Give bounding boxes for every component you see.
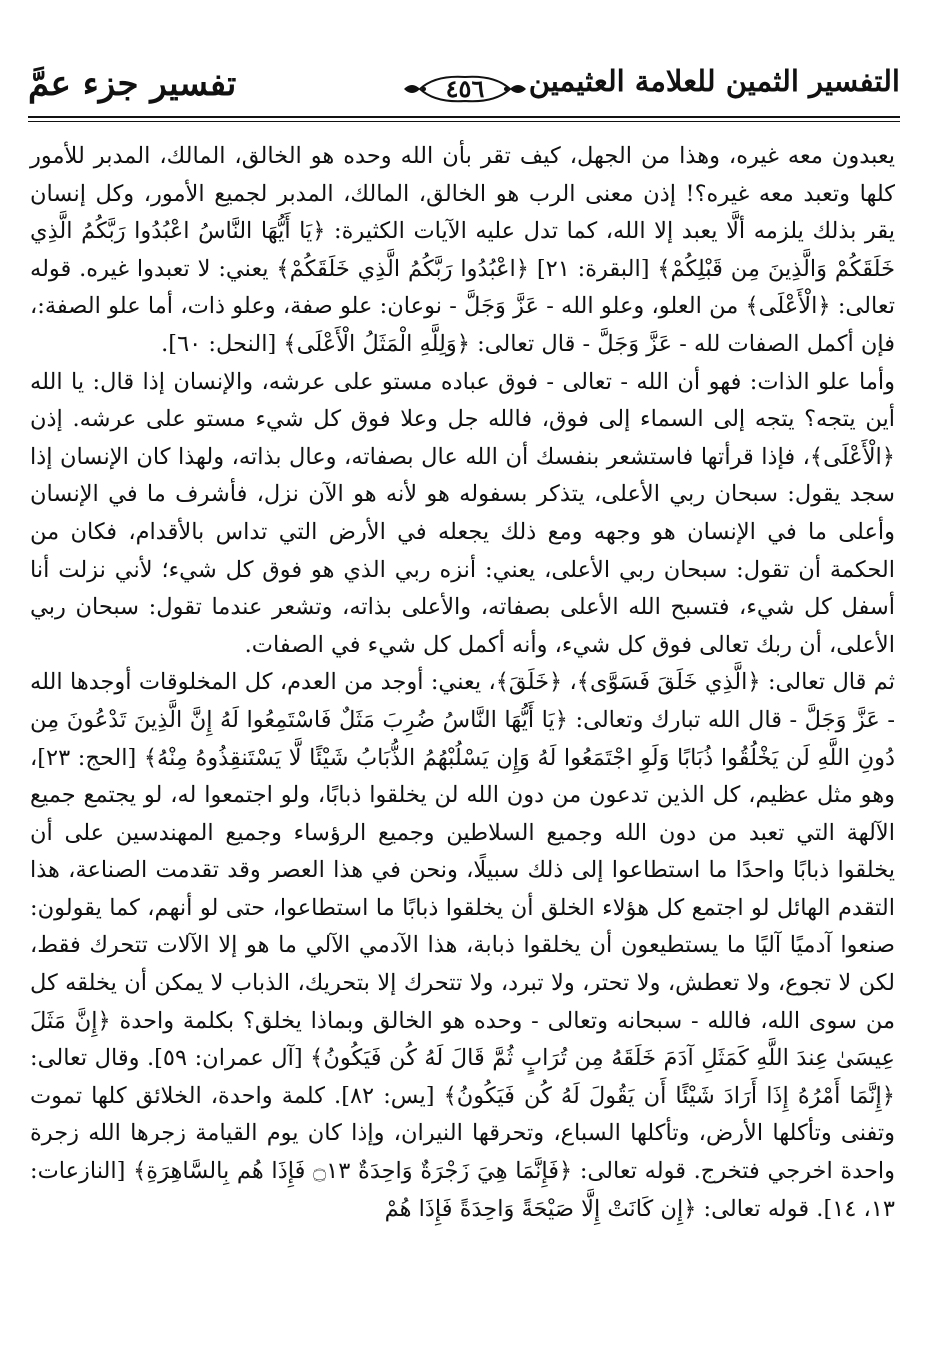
header-divider	[28, 116, 900, 122]
series-title: التفسير الثمين للعلامة العثيمين	[528, 64, 900, 98]
paragraph-2: وأما علو الذات: فهو أن الله - تعالى - فوق عباده مستو على عرشه، والإنسان إذا قال: يا الله أين يتجه؟ يتجه إلى السماء إلى فوق، فالله جل وعلا فوق كل شيء مستو على عرشه. إذن ﴿الْأَعْلَى﴾، فإذا قرأتها فاستشعر بنفسك أن الله عال بصفاته، وعال بذاته، ولهذا كان الإنسان إذا سجد يقول: سبحان ربي الأعلى، يتذكر بسفوله هو لأنه هو الآن نزل، فأشرف ما في الإنسان وأعلى ما في الإنسان هو وجهه ومع ذلك يجعله في الأرض التي تداس بالأقدام، فكان من الحكمة أن تقول: سبحان ربي الأعلى، يعني: أنزه ربي الذي هو فوق كل شيء؛ لأني نزلت أنا أسفل كل شيء، فتسبح الله الأعلى بصفاته، والأعلى بذاته، وتشعر عندما تقول: سبحان ربي الأعلى، أن ربك تعالى فوق كل شيء، وأنه أكمل كل شيء في الصفات.	[30, 368, 895, 658]
page-number-ornament	[400, 72, 530, 106]
page-header	[28, 58, 900, 124]
page-number: ٤٥٦	[445, 74, 485, 103]
paragraph-1: يعبدون معه غيره، وهذا من الجهل، كيف تقر بأن الله وحده هو الخالق، المالك، المدبر للأمور كلها وتعبد معه غيره؟! إذن معنى الرب هو الخالق، المالك، المدبر لجميع الأمور، وكل إنسان يقر بذلك يلزمه ألَّا يعبد إلا الله، كما تدل عليه الآيات الكثيرة: ﴿يَا أَيُّهَا النَّاسُ اعْبُدُوا رَبَّكُمُ الَّذِي خَلَقَكُمْ وَالَّذِينَ مِن قَبْلِكُمْ﴾ [البقرة: ٢١] ﴿اعْبُدُوا رَبَّكُمُ الَّذِي خَلَقَكُمْ﴾ يعني: لا تعبدوا غيره. قوله تعالى: ﴿الْأَعْلَى﴾ من العلو، وعلو الله - عَزَّ وَجَلَّ - نوعان: علو صفة، وعلو ذات، أما علو الصفة:، فإن أكمل الصفات لله - عَزَّ وَجَلَّ - قال تعالى: ﴿وَلِلَّهِ الْمَثَلُ الْأَعْلَى﴾ [النحل: ٦٠].	[30, 143, 895, 357]
paragraph-3: ثم قال تعالى: ﴿الَّذِي خَلَقَ فَسَوَّى﴾، ﴿خَلَقَ﴾، يعني: أوجد من العدم، كل المخلوقات أوجدها الله - عَزَّ وَجَلَّ - قال الله تبارك وتعالى: ﴿يَا أَيُّهَا النَّاسُ ضُرِبَ مَثَلٌ فَاسْتَمِعُوا لَهُ إِنَّ الَّذِينَ تَدْعُونَ مِن دُونِ اللَّهِ لَن يَخْلُقُوا ذُبَابًا وَلَوِ اجْتَمَعُوا لَهُ وَإِن يَسْلُبْهُمُ الذُّبَابُ شَيْئًا لَّا يَسْتَنقِذُوهُ مِنْهُ﴾ [الحج: ٢٣]، وهو مثل عظيم، كل الذين تدعون من دون الله لن يخلقوا ذبابًا، ولو اجتمعوا له، لو يجتمع جميع الآلهة التي تعبد من دون الله وجميع السلاطين وجميع الرؤساء وجميع المهندسين على أن يخلقوا ذبابًا واحدًا ما استطاعوا إلى ذلك سبيلًا، ونحن في هذا العصر وقد تقدمت الصناعة، هذا التقدم الهائل لو اجتمع كل هؤلاء الخلق أن يخلقوا ذبابًا ما استطاعوا، حتى لو أنهم، كما يقولون: صنعوا آدميًا آليًا ما يستطيعون أن يخلقوا ذبابة، هذا الآدمي الآلي ما هو إلا الآلات تتحرك فقط، لكن لا تجوع، ولا تعطش، ولا تحتر، ولا تبرد، ولا تتحرك إلا بتحريك، الذباب لا يمكن أن يخلقه كل من سوى الله، فالله - سبحانه وتعالى - وحده هو الخالق وبماذا يخلق؟ بكلمة واحدة ﴿إِنَّ مَثَلَ عِيسَىٰ عِندَ اللَّهِ كَمَثَلِ آدَمَ خَلَقَهُ مِن تُرَابٍ ثُمَّ قَالَ لَهُ كُن فَيَكُونُ﴾ [آل عمران: ٥٩]. وقال تعالى: ﴿إِنَّمَا أَمْرُهُ إِذَا أَرَادَ شَيْئًا أَن يَقُولَ لَهُ كُن فَيَكُونُ﴾ [يس: ٨٢]. كلمة واحدة، الخلائق كلها تموت وتفنى وتأكلها الأرض، وتأكلها السباع، وتحرقها النيران، وإذا كان يوم القيامة زجرها الله زجرة واحدة اخرجي فتخرج. قوله تعالى: ﴿فَإِنَّمَا هِيَ زَجْرَةٌ وَاحِدَةٌ ۝١٣ فَإِذَا هُم بِالسَّاهِرَةِ﴾ [النازعات: ١٣، ١٤]. قوله تعالى: ﴿إِن كَانَتْ إِلَّا صَيْحَةً وَاحِدَةً فَإِذَا هُمْ	[30, 669, 895, 1222]
main-text	[30, 138, 895, 1228]
book-title: تفسير جزء عمَّ	[28, 64, 237, 104]
